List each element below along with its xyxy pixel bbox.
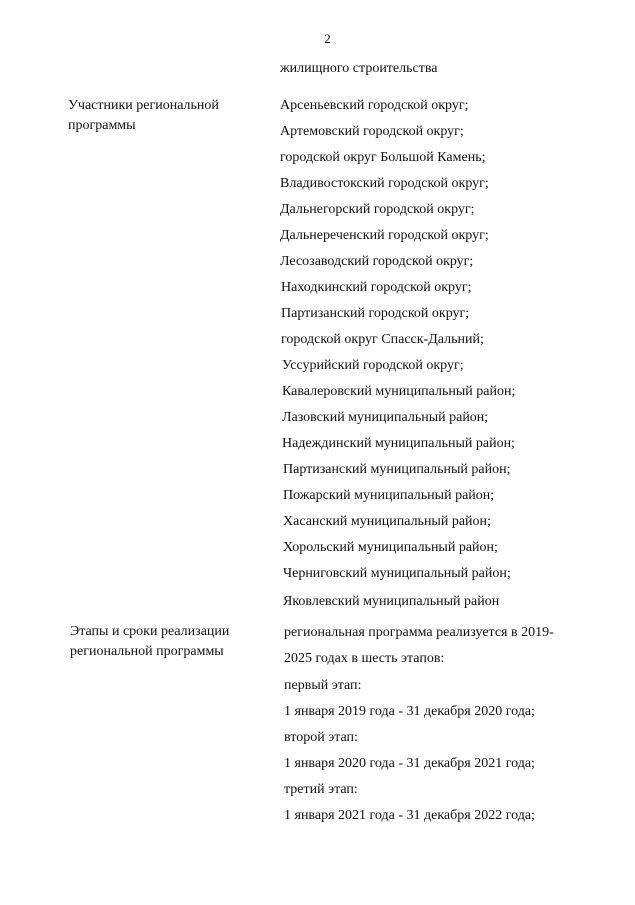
stages-text-line: региональная программа реализуется в 2019-	[284, 625, 554, 640]
stages-text-line: 2025 годах в шесть этапов:	[284, 651, 445, 666]
participant-item: городской округ Спасск-Дальний;	[281, 332, 484, 347]
participant-item: Лесозаводский городской округ;	[280, 254, 474, 269]
participants-label-line-1: Участники региональной	[68, 98, 219, 113]
participant-item: Арсеньевский городской округ;	[280, 98, 469, 113]
participant-item: Кавалеровский муниципальный район;	[282, 384, 516, 399]
participant-item: Надеждинский муниципальный район;	[282, 436, 515, 451]
participant-item: Дальнереченский городской округ;	[280, 228, 489, 243]
page-number: 2	[324, 31, 331, 46]
participant-item: Яковлевский муниципальный район	[283, 594, 500, 609]
stages-text-line: третий этап:	[284, 782, 358, 797]
participant-item: Черниговский муниципальный район;	[283, 566, 511, 581]
participant-item: Лазовский муниципальный район;	[282, 410, 489, 425]
participant-item: городской округ Большой Камень;	[280, 150, 486, 165]
participant-item: Пожарский муниципальный район;	[283, 488, 495, 503]
participant-item: Дальнегорский городской округ;	[280, 202, 475, 217]
stages-text-line: второй этап:	[284, 730, 358, 745]
stages-label-line-1: Этапы и сроки реализации	[70, 624, 230, 639]
stages-text-line: 1 января 2019 года - 31 декабря 2020 года;	[284, 704, 535, 719]
stages-label-line-2: региональной программы	[70, 644, 224, 659]
participant-item: Хасанский муниципальный район;	[283, 514, 491, 529]
stages-text-line: первый этап:	[284, 678, 362, 693]
participant-item: Находкинский городской округ;	[281, 280, 472, 295]
participant-item: Партизанский городской округ;	[281, 306, 470, 321]
participant-item: Хорольский муниципальный район;	[283, 540, 498, 555]
stages-text-line: 1 января 2020 года - 31 декабря 2021 года;	[284, 756, 535, 771]
participant-item: Уссурийский городской округ;	[282, 358, 464, 373]
participants-label-line-2: программы	[68, 118, 136, 133]
continuation-text: жилищного строительства	[280, 61, 438, 76]
participant-item: Партизанский муниципальный район;	[283, 462, 511, 477]
participant-item: Артемовский городской округ;	[280, 124, 464, 139]
stages-text-line: 1 января 2021 года - 31 декабря 2022 года;	[284, 808, 535, 823]
participant-item: Владивостокский городской округ;	[280, 176, 489, 191]
